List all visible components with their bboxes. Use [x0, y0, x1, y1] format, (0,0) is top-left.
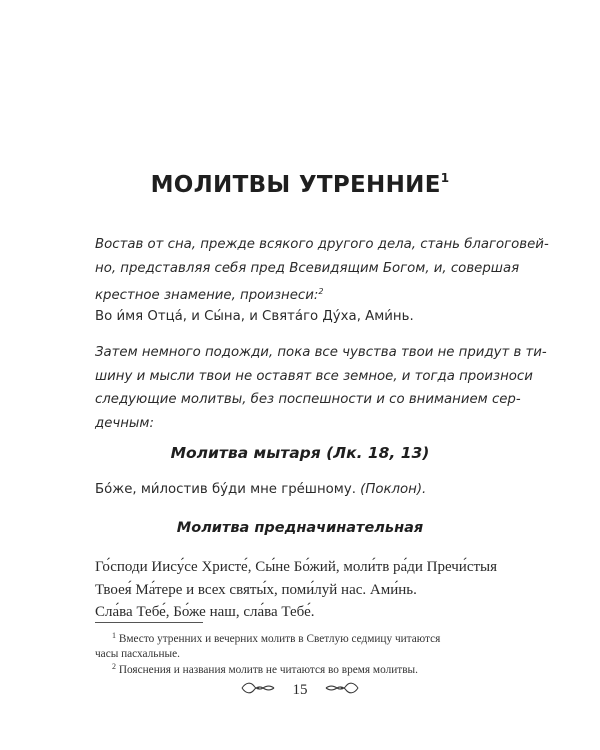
rubric-line: но, представляя себя пред Всевидящим Богом, и, совершая: [95, 260, 520, 276]
footnote-line: [95, 628, 487, 647]
rubric-instruction-2: [95, 341, 547, 435]
rubric-line: Затем немного подожди, пока все чувства твои не придут в ти-: [95, 345, 547, 360]
publican-prayer-text: Бо́же, ми́лостив бу́ди мне гре́шному.: [95, 482, 356, 497]
opening-prayer-line: Твоея́ Ма́тере и всех святы́х, поми́луй нас. Ами́нь.: [95, 582, 417, 598]
glory-doxology: Сла́ва Тебе́, Бо́же наш, сла́ва Тебе́.: [95, 604, 315, 620]
footnote-divider: [95, 622, 203, 623]
footnote-ref-1: 1: [440, 171, 450, 185]
page-title: [0, 171, 600, 198]
rubric-line: дечным:: [95, 415, 154, 431]
footnote-1: [95, 628, 487, 662]
opening-prayer-heading: Молитва предначинательная: [176, 520, 424, 536]
rubric-line: следующие молитвы, без поспешности и со вниманием сер-: [95, 392, 521, 407]
rubric-instruction-1: [95, 233, 549, 308]
footnote-ref-2: 2: [318, 287, 324, 296]
publican-prayer-line: [95, 478, 482, 502]
page-number: 15: [292, 682, 308, 698]
footnote-2: [95, 659, 487, 678]
page-footer: [0, 681, 600, 700]
footnote-line: часы пасхальные.: [95, 648, 180, 660]
footnote-number: 1: [112, 631, 116, 640]
footnote-text: Вместо утренних и вечерних молитв в Светлую седмицу читаются: [118, 633, 441, 645]
opening-prayer-text: [95, 556, 498, 602]
page-title-text: МОЛИТВЫ УТРЕННИЕ: [150, 172, 441, 198]
footnote-line: [95, 659, 487, 678]
rubric-line: шину и мысли твои не оставят все земное, и тогда произноси: [95, 368, 533, 384]
rubric-line: Востав от сна, прежде всякого другого дела, стань благоговей-: [95, 237, 549, 252]
rubric-line: [95, 280, 482, 308]
footnote-number: 2: [112, 662, 116, 671]
prostration-note: (Поклон).: [360, 482, 427, 497]
flourish-left-icon: [240, 681, 276, 700]
invocation-text: Во и́мя Отца́, и Сы́на, и Свята́го Ду́ха, Ами́нь.: [95, 309, 414, 324]
opening-prayer-line: Го́споди Иису́се Христе́, Сы́не Бо́жий, моли́тв ра́ди Пречи́стыя: [95, 559, 498, 575]
rubric-line-text: крестное знамение, произнеси:: [95, 288, 319, 303]
invocation: [95, 305, 482, 329]
publican-prayer: [95, 478, 482, 502]
flourish-right-icon: [324, 681, 360, 700]
publican-prayer-heading: Молитва мытаря (Лк. 18, 13): [170, 444, 430, 462]
footnote-text: Пояснения и названия молитв не читаются во время молитвы.: [118, 664, 418, 676]
